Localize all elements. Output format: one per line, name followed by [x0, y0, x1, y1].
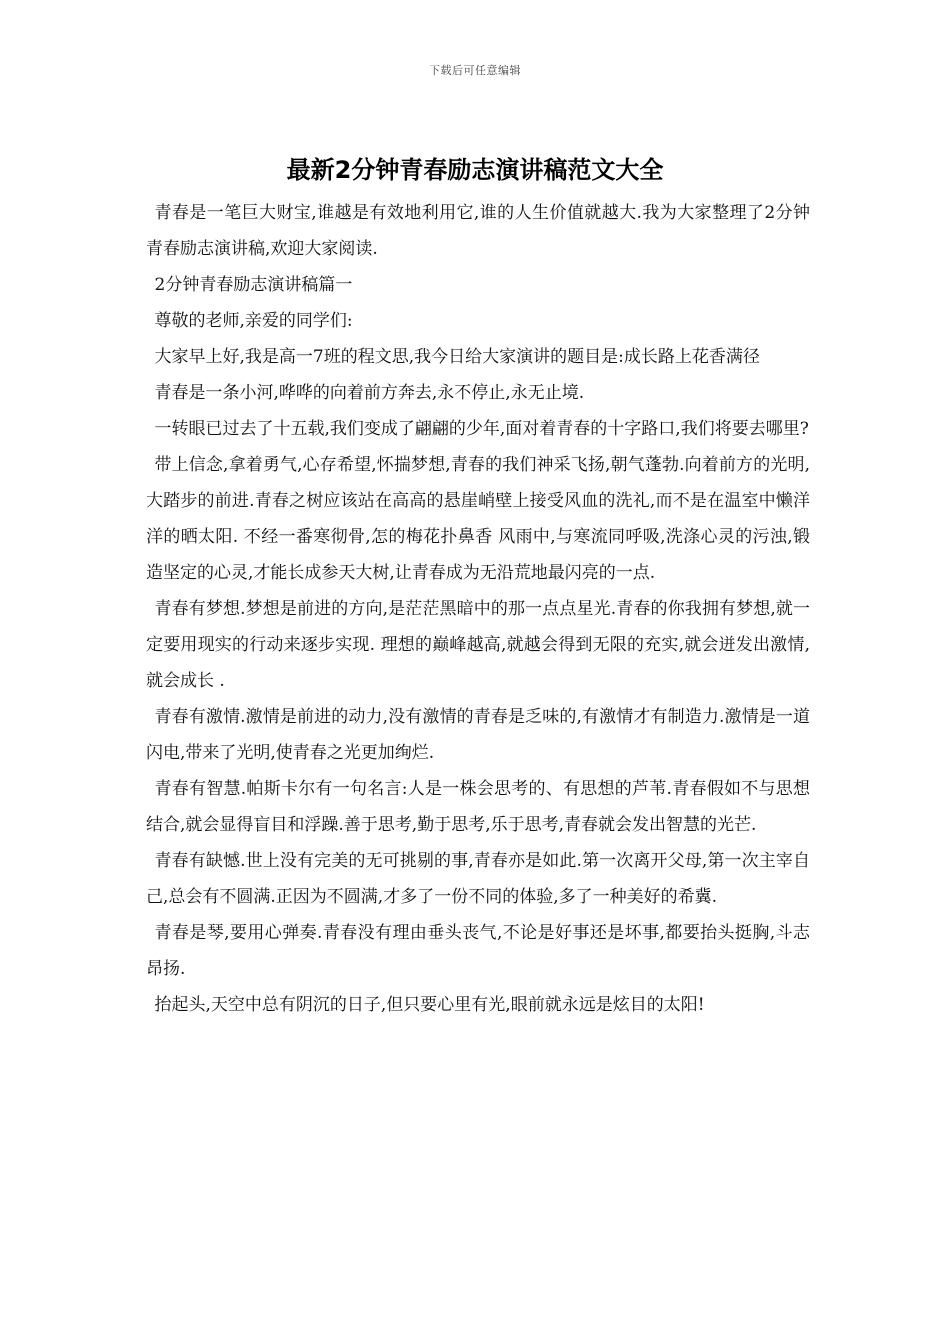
paragraph: 青春是琴,要用心弹奏.青春没有理由垂头丧气,不论是好事还是坏事,都要抬头挺胸,斗志昂扬. — [146, 923, 810, 979]
paragraph: 青春有激情.激情是前进的动力,没有激情的青春是乏味的,有激情才有制造力.激情是一道闪电,带来了光明,使青春之光更加绚烂. — [146, 707, 810, 763]
paragraph: 带上信念,拿着勇气,心存希望,怀揣梦想,青春的我们神采飞扬,朝气蓬勃.向着前方的光明,大踏步的前进.青春之树应该站在高高的悬崖峭壁上接受风血的洗礼,而不是在温室中懒洋洋的晒太阳. 不经一番寒彻骨,怎的梅花扑鼻香 风雨中,与寒流同呼吸,洗涤心灵的污浊,锻造坚定的心灵,才能长成参天大树,让青春成为无沿荒地最闪亮的一点. — [146, 455, 810, 583]
paragraph: 青春是一条小河,哗哗的向着前方奔去,永不停止,永无止境. — [154, 383, 585, 403]
salutation: 尊敬的老师,亲爱的同学们: — [154, 311, 353, 331]
section-heading: 2分钟青春励志演讲稿篇一 — [154, 275, 353, 295]
paragraph: 青春有智慧.帕斯卡尔有一句名言:人是一株会思考的、有思想的芦苇.青春假如不与思想结合,就会显得盲目和浮躁.善于思考,勤于思考,乐于思考,青春就会发出智慧的光芒. — [146, 779, 810, 835]
paragraph: 青春有梦想.梦想是前进的方向,是茫茫黑暗中的那一点点星光.青春的你我拥有梦想,就一定要用现实的行动来逐步实现. 理想的巅峰越高,就越会得到无限的充实,就会迸发出激情,就会成长 . — [146, 599, 810, 691]
document-body — [146, 195, 810, 1023]
paragraph: 大家早上好,我是高一7班的程文思,我今日给大家演讲的题目是:成长路上花香满径 — [154, 347, 760, 367]
header-note: 下载后可任意编辑 — [429, 64, 521, 77]
paragraph: 青春是一笔巨大财宝,谁越是有效地利用它,谁的人生价值就越大.我为大家整理了2分钟青春励志演讲稿,欢迎大家阅读. — [146, 203, 810, 259]
paragraph: 抬起头,天空中总有阴沉的日子,但只要心里有光,眼前就永远是炫目的太阳! — [154, 995, 705, 1015]
paragraph: 一转眼已过去了十五载,我们变成了翩翩的少年,面对着青春的十字路口,我们将要去哪里? — [154, 419, 809, 439]
document-title: 最新2分钟青春励志演讲稿范文大全 — [286, 156, 664, 184]
paragraph: 青春有缺憾.世上没有完美的无可挑剔的事,青春亦是如此.第一次离开父母,第一次主宰自己,总会有不圆满.正因为不圆满,才多了一份不同的体验,多了一种美好的希冀. — [146, 851, 810, 907]
